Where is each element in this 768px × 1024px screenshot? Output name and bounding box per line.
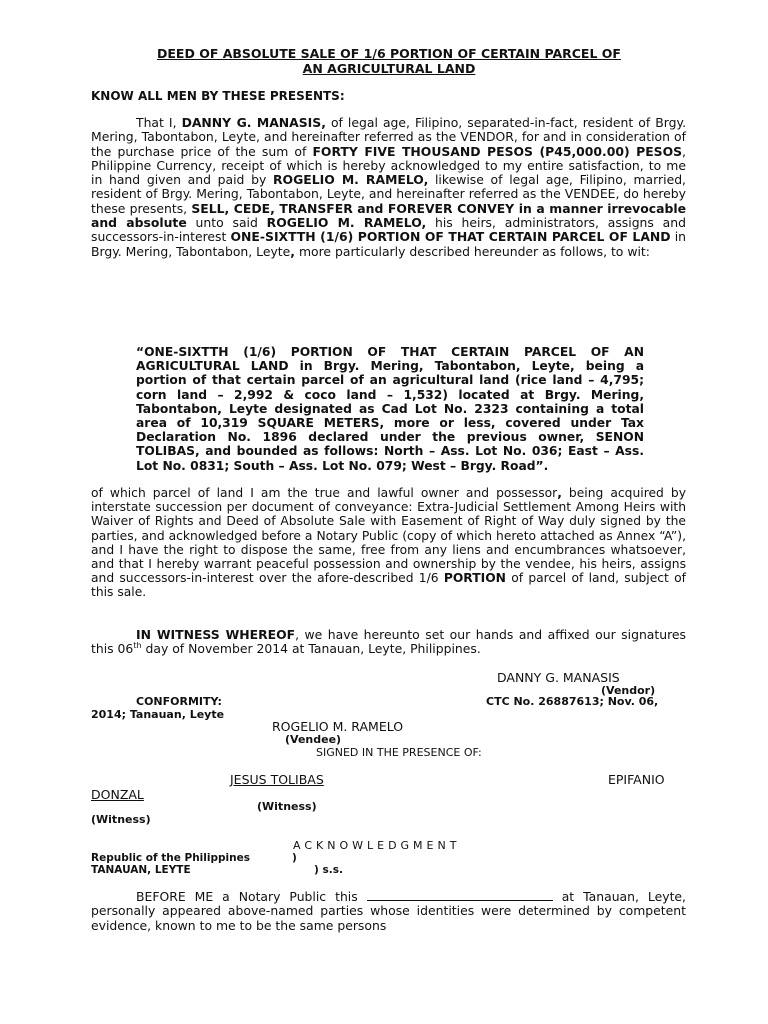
text-segment: BEFORE ME a Notary Public this [136, 889, 358, 904]
text-segment: , [557, 486, 562, 500]
acknowledgment-body [91, 889, 686, 933]
ctc-number: CTC No. 26887613; Nov. 06, [486, 695, 659, 708]
witness-one-name: JESUS TOLIBAS [230, 772, 324, 787]
venue-paren: ) [292, 852, 297, 864]
text-segment: of which parcel of land I am the true and lawful owner and possessor [91, 486, 558, 500]
text-segment: day of November 2014 at Tanauan, Leyte, Philippines. [141, 641, 481, 657]
acknowledgment-heading: ACKNOWLEDGMENT [293, 839, 461, 852]
text-segment: at Tanauan, Leyte, personally appeared above-named parties whose identities were determined by competent evidence, known to me to be the same persons [91, 889, 686, 933]
witness-whereof-heading: IN WITNESS WHEREOF [136, 627, 296, 642]
text-segment: of parcel of land, subject of this sale. [91, 571, 686, 600]
paragraph-ownership [91, 486, 686, 600]
venue-ss: ) s.s. [314, 864, 343, 876]
document-title-line2: AN AGRICULTURAL LAND [302, 61, 476, 76]
opening-statement: KNOW ALL MEN BY THESE PRESENTS: [91, 89, 345, 103]
text-segment: more particularly described hereunder as follows, to wit: [295, 243, 650, 259]
text-segment: of legal age, Filipino, separated-in-fact, resident of Brgy. Mering, Tabontabon, Leyte, and hereinafter referred as the VENDOR, for and in consideration of the purchase price of the sum of [91, 115, 687, 159]
signed-presence-label: SIGNED IN THE PRESENCE OF: [316, 746, 482, 759]
document-title-line1: DEED OF ABSOLUTE SALE OF 1/6 PORTION OF CERTAIN PARCEL OF [157, 46, 621, 61]
vendee-name: ROGELIO M. RAMELO, [273, 172, 429, 188]
text-segment: being acquired by interstate succession per document of conveyance: Extra-Judicial Settlement Among Heirs with Waiver of Rights and Deed of Absolute Sale with Easement of Right of Way duly signed by the parties, and acknowledged before a Notary Public (copy of which hereto attached as Annex “A”), and I have the right to dispose the same, free from any liens and encumbrances whatsoever, and that I hereby warrant peaceful possession and ownership by the vendee, his heirs, assigns and successors-in-interest over the afore-described 1/6 [91, 486, 686, 586]
ordinal-suffix: th [133, 641, 142, 651]
text-segment: , [290, 243, 296, 259]
vendee-role-label: (Vendee) [285, 733, 342, 746]
witness-two-first-name: EPIFANIO [608, 772, 665, 787]
ctc-date-place: 2014; Tanauan, Leyte [91, 708, 225, 721]
vendee-signature-name: ROGELIO M. RAMELO [272, 719, 404, 734]
vendor-signature-name: DANNY G. MANASIS [497, 670, 620, 685]
venue-place: TANAUAN, LEYTE [91, 864, 191, 876]
text-segment: unto said [186, 215, 267, 231]
conformity-label: CONFORMITY: [136, 695, 222, 708]
paragraph-sale-terms [91, 116, 686, 259]
venue-republic: Republic of the Philippines [91, 852, 250, 864]
paragraph-witness-whereof [91, 628, 686, 657]
text-segment: That I, [136, 115, 182, 130]
text-segment: , Philippine Currency, receipt of which is hereby acknowledged to my entire satisfaction, to me in hand given and paid by [91, 143, 686, 188]
purchase-price: FORTY FIVE THOUSAND PESOS (P45,000.00) PESOS [312, 143, 683, 159]
text-segment: , we have hereunto set our hands and affixed our signatures this 06 [91, 627, 686, 657]
text-segment: his heirs, administrators, assigns and successors-in-interest [91, 215, 686, 245]
text-segment: likewise of legal age, Filipino, married, resident of Brgy. Mering, Tabontabon, Leyte, and hereinafter referred as the VENDEE, do hereby these presents, [91, 172, 686, 216]
vendee-name: ROGELIO M. RAMELO, [266, 215, 427, 231]
vendor-role-label: (Vendor) [601, 684, 656, 697]
conveyance-clause: SELL, CEDE, TRANSFER and FOREVER CONVEY in a manner irrevocable and absolute [91, 200, 686, 231]
witness-two-label: (Witness) [91, 813, 151, 826]
portion-word: PORTION [443, 571, 506, 586]
vendor-name: DANNY G. MANASIS, [181, 115, 326, 130]
witness-two-last-name: DONZAL [91, 787, 144, 802]
witness-one-label: (Witness) [257, 800, 317, 813]
portion-description: ONE-SIXTTH (1/6) PORTION OF THAT CERTAIN PARCEL OF LAND [230, 229, 671, 245]
date-blank-line [367, 889, 553, 901]
text-segment: in Brgy. Mering, Tabontabon, Leyte [91, 229, 687, 259]
property-description-quote: “ONE-SIXTTH (1/6) PORTION OF THAT CERTAIN PARCEL OF AN AGRICULTURAL LAND in Brgy. Mering, Tabontabon, Leyte, being a portion of that certain parcel of an agricultural land (rice land – 4,795; corn land – 2,992 & coco land – 1,532) located at Brgy. Mering, Tabontabon, Leyte designated as Cad Lot No. 2323 containing a total area of 10,319 SQUARE METERS, more or less, covered under Tax Declaration No. 1896 declared under the previous owner, SENON TOLIBAS, and bounded as follows: North – Ass. Lot No. 036; East – Ass. Lot No. 0831; South – Ass. Lot No. 079; West – Brgy. Road”. [136, 345, 644, 473]
